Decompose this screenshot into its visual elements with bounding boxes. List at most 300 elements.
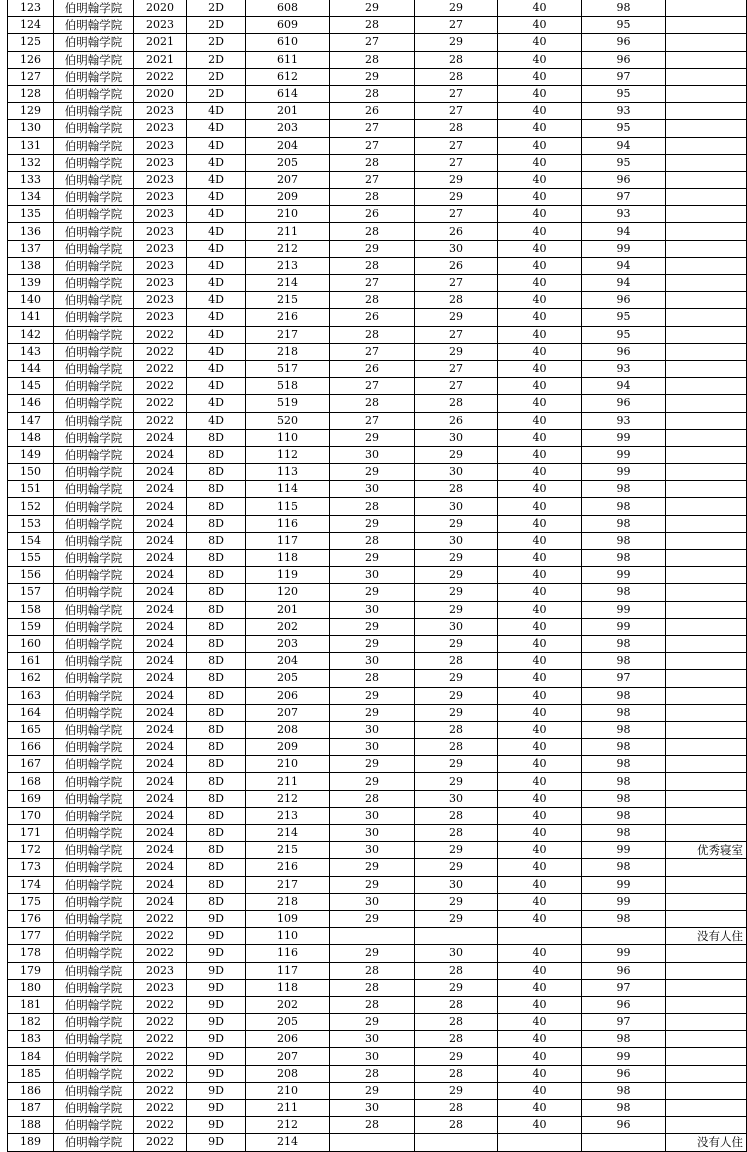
cell-score-c: 40 — [498, 481, 582, 498]
cell-total-score: 95 — [582, 85, 666, 102]
cell-row-number: 180 — [8, 979, 54, 996]
cell-score-b: 27 — [415, 17, 498, 34]
cell-total-score: 98 — [582, 790, 666, 807]
cell-score-c: 40 — [498, 275, 582, 292]
cell-total-score: 96 — [582, 292, 666, 309]
cell-score-c: 40 — [498, 876, 582, 893]
cell-room-number: 610 — [246, 34, 330, 51]
cell-building: 8D — [187, 532, 246, 549]
cell-row-number: 164 — [8, 704, 54, 721]
table-row — [8, 103, 747, 120]
cell-college-name: 伯明翰学院 — [54, 721, 134, 738]
cell-score-a: 27 — [330, 171, 415, 188]
cell-row-number: 187 — [8, 1100, 54, 1117]
cell-score-c: 40 — [498, 567, 582, 584]
table-row — [8, 996, 747, 1013]
cell-total-score: 96 — [582, 34, 666, 51]
cell-total-score: 98 — [582, 584, 666, 601]
cell-score-b: 28 — [415, 481, 498, 498]
table-row — [8, 653, 747, 670]
cell-college-name: 伯明翰学院 — [54, 395, 134, 412]
cell-score-c: 40 — [498, 1100, 582, 1117]
cell-cohort-year: 2024 — [134, 825, 187, 842]
cell-score-a: 29 — [330, 618, 415, 635]
cell-row-number: 176 — [8, 910, 54, 927]
cell-row-number: 163 — [8, 687, 54, 704]
table-row — [8, 773, 747, 790]
cell-remark — [666, 498, 747, 515]
cell-row-number: 166 — [8, 739, 54, 756]
cell-score-c: 40 — [498, 51, 582, 68]
cell-score-b: 29 — [415, 189, 498, 206]
cell-college-name: 伯明翰学院 — [54, 0, 134, 17]
cell-row-number: 124 — [8, 17, 54, 34]
cell-row-number: 188 — [8, 1117, 54, 1134]
cell-cohort-year: 2024 — [134, 687, 187, 704]
cell-room-number: 205 — [246, 670, 330, 687]
cell-room-number: 214 — [246, 1134, 330, 1151]
cell-cohort-year: 2024 — [134, 721, 187, 738]
cell-college-name: 伯明翰学院 — [54, 360, 134, 377]
cell-score-a: 28 — [330, 154, 415, 171]
cell-cohort-year: 2022 — [134, 1100, 187, 1117]
cell-room-number: 518 — [246, 378, 330, 395]
cell-total-score: 98 — [582, 498, 666, 515]
cell-room-number: 210 — [246, 1082, 330, 1099]
cell-score-a: 30 — [330, 739, 415, 756]
cell-score-a: 26 — [330, 360, 415, 377]
cell-building: 2D — [187, 51, 246, 68]
cell-room-number: 202 — [246, 996, 330, 1013]
cell-cohort-year: 2024 — [134, 618, 187, 635]
cell-college-name: 伯明翰学院 — [54, 601, 134, 618]
cell-college-name: 伯明翰学院 — [54, 670, 134, 687]
cell-score-a: 26 — [330, 206, 415, 223]
cell-building: 8D — [187, 446, 246, 463]
cell-remark — [666, 1048, 747, 1065]
cell-total-score: 94 — [582, 257, 666, 274]
cell-row-number: 139 — [8, 275, 54, 292]
cell-building: 9D — [187, 1117, 246, 1134]
table-row — [8, 206, 747, 223]
cell-cohort-year: 2023 — [134, 292, 187, 309]
cell-remark — [666, 601, 747, 618]
cell-row-number: 174 — [8, 876, 54, 893]
cell-row-number: 160 — [8, 635, 54, 652]
cell-college-name: 伯明翰学院 — [54, 825, 134, 842]
table-row — [8, 807, 747, 824]
cell-room-number: 216 — [246, 309, 330, 326]
cell-score-c: 40 — [498, 1031, 582, 1048]
cell-cohort-year: 2024 — [134, 653, 187, 670]
cell-total-score: 99 — [582, 464, 666, 481]
cell-score-b: 29 — [415, 1082, 498, 1099]
cell-total-score: 94 — [582, 275, 666, 292]
cell-building: 4D — [187, 240, 246, 257]
cell-remark — [666, 309, 747, 326]
cell-cohort-year: 2024 — [134, 446, 187, 463]
cell-total-score: 98 — [582, 704, 666, 721]
cell-score-a — [330, 928, 415, 945]
cell-score-c: 40 — [498, 1014, 582, 1031]
table-row — [8, 223, 747, 240]
cell-score-a: 29 — [330, 773, 415, 790]
cell-total-score: 93 — [582, 360, 666, 377]
cell-score-b: 28 — [415, 962, 498, 979]
cell-score-b: 27 — [415, 137, 498, 154]
cell-total-score — [582, 928, 666, 945]
cell-score-a: 28 — [330, 1065, 415, 1082]
cell-college-name: 伯明翰学院 — [54, 979, 134, 996]
cell-score-a: 28 — [330, 790, 415, 807]
cell-remark — [666, 275, 747, 292]
cell-score-c: 40 — [498, 773, 582, 790]
cell-college-name: 伯明翰学院 — [54, 618, 134, 635]
cell-score-a: 29 — [330, 464, 415, 481]
cell-room-number: 212 — [246, 790, 330, 807]
table-row — [8, 550, 747, 567]
table-row — [8, 704, 747, 721]
cell-row-number: 162 — [8, 670, 54, 687]
cell-remark — [666, 756, 747, 773]
cell-room-number: 520 — [246, 412, 330, 429]
cell-remark — [666, 670, 747, 687]
cell-cohort-year: 2022 — [134, 1134, 187, 1151]
cell-total-score: 99 — [582, 842, 666, 859]
cell-building: 8D — [187, 653, 246, 670]
cell-remark — [666, 68, 747, 85]
cell-remark — [666, 103, 747, 120]
cell-remark — [666, 979, 747, 996]
cell-total-score: 98 — [582, 1082, 666, 1099]
cell-room-number: 116 — [246, 945, 330, 962]
cell-building: 2D — [187, 17, 246, 34]
cell-total-score: 98 — [582, 635, 666, 652]
cell-room-number: 205 — [246, 1014, 330, 1031]
cell-room-number: 208 — [246, 1065, 330, 1082]
cell-remark — [666, 739, 747, 756]
cell-college-name: 伯明翰学院 — [54, 1031, 134, 1048]
cell-college-name: 伯明翰学院 — [54, 34, 134, 51]
cell-score-c: 40 — [498, 309, 582, 326]
cell-score-b: 30 — [415, 532, 498, 549]
cell-score-a: 28 — [330, 292, 415, 309]
cell-score-a: 29 — [330, 429, 415, 446]
cell-cohort-year: 2024 — [134, 532, 187, 549]
cell-remark — [666, 790, 747, 807]
cell-score-c: 40 — [498, 910, 582, 927]
cell-row-number: 183 — [8, 1031, 54, 1048]
table-row — [8, 189, 747, 206]
cell-room-number: 208 — [246, 721, 330, 738]
cell-room-number: 612 — [246, 68, 330, 85]
cell-score-c: 40 — [498, 240, 582, 257]
cell-remark — [666, 567, 747, 584]
cell-row-number: 185 — [8, 1065, 54, 1082]
cell-score-b — [415, 1134, 498, 1151]
cell-row-number: 179 — [8, 962, 54, 979]
cell-college-name: 伯明翰学院 — [54, 1014, 134, 1031]
cell-room-number: 114 — [246, 481, 330, 498]
cell-college-name: 伯明翰学院 — [54, 567, 134, 584]
cell-room-number: 214 — [246, 275, 330, 292]
cell-room-number: 201 — [246, 601, 330, 618]
cell-score-c: 40 — [498, 326, 582, 343]
cell-building: 8D — [187, 790, 246, 807]
cell-score-c: 40 — [498, 653, 582, 670]
cell-cohort-year: 2023 — [134, 189, 187, 206]
cell-score-a: 30 — [330, 1048, 415, 1065]
cell-remark — [666, 0, 747, 17]
cell-total-score: 93 — [582, 103, 666, 120]
cell-cohort-year: 2024 — [134, 704, 187, 721]
cell-building: 4D — [187, 171, 246, 188]
cell-cohort-year: 2023 — [134, 275, 187, 292]
cell-building: 4D — [187, 154, 246, 171]
cell-college-name: 伯明翰学院 — [54, 189, 134, 206]
table-row — [8, 893, 747, 910]
cell-building: 4D — [187, 120, 246, 137]
cell-remark — [666, 51, 747, 68]
cell-building: 8D — [187, 584, 246, 601]
cell-room-number: 218 — [246, 893, 330, 910]
table-row — [8, 326, 747, 343]
cell-room-number: 201 — [246, 103, 330, 120]
cell-score-a: 28 — [330, 85, 415, 102]
cell-building: 4D — [187, 206, 246, 223]
cell-row-number: 134 — [8, 189, 54, 206]
cell-score-b: 28 — [415, 395, 498, 412]
cell-college-name: 伯明翰学院 — [54, 739, 134, 756]
cell-remark — [666, 85, 747, 102]
cell-score-a: 29 — [330, 550, 415, 567]
cell-score-b: 28 — [415, 721, 498, 738]
cell-room-number: 212 — [246, 240, 330, 257]
table-row — [8, 618, 747, 635]
cell-cohort-year: 2024 — [134, 635, 187, 652]
cell-building: 8D — [187, 550, 246, 567]
table-row — [8, 721, 747, 738]
table-row — [8, 275, 747, 292]
cell-room-number: 216 — [246, 859, 330, 876]
cell-score-b: 29 — [415, 842, 498, 859]
cell-remark — [666, 464, 747, 481]
cell-cohort-year: 2022 — [134, 910, 187, 927]
cell-row-number: 159 — [8, 618, 54, 635]
table-row — [8, 481, 747, 498]
cell-score-b: 30 — [415, 240, 498, 257]
cell-score-b: 28 — [415, 807, 498, 824]
cell-building: 8D — [187, 704, 246, 721]
cell-building: 9D — [187, 962, 246, 979]
cell-cohort-year: 2022 — [134, 68, 187, 85]
cell-room-number: 611 — [246, 51, 330, 68]
cell-building: 9D — [187, 1014, 246, 1031]
cell-row-number: 161 — [8, 653, 54, 670]
cell-score-b: 28 — [415, 51, 498, 68]
cell-row-number: 157 — [8, 584, 54, 601]
cell-college-name: 伯明翰学院 — [54, 464, 134, 481]
cell-cohort-year: 2024 — [134, 464, 187, 481]
cell-building: 4D — [187, 223, 246, 240]
cell-score-b: 28 — [415, 68, 498, 85]
cell-score-b: 27 — [415, 326, 498, 343]
cell-building: 2D — [187, 0, 246, 17]
table-row — [8, 292, 747, 309]
cell-college-name: 伯明翰学院 — [54, 1134, 134, 1151]
cell-score-b: 29 — [415, 910, 498, 927]
table-row — [8, 378, 747, 395]
cell-room-number: 217 — [246, 326, 330, 343]
cell-score-b: 29 — [415, 670, 498, 687]
cell-college-name: 伯明翰学院 — [54, 635, 134, 652]
cell-cohort-year: 2023 — [134, 171, 187, 188]
cell-score-a: 28 — [330, 51, 415, 68]
cell-row-number: 178 — [8, 945, 54, 962]
table-row — [8, 309, 747, 326]
cell-score-b: 30 — [415, 498, 498, 515]
cell-building: 2D — [187, 68, 246, 85]
cell-cohort-year: 2022 — [134, 996, 187, 1013]
cell-score-a: 28 — [330, 979, 415, 996]
cell-room-number: 519 — [246, 395, 330, 412]
table-row — [8, 17, 747, 34]
cell-score-a: 29 — [330, 876, 415, 893]
cell-score-a: 30 — [330, 893, 415, 910]
cell-score-b: 29 — [415, 859, 498, 876]
cell-score-a: 27 — [330, 343, 415, 360]
cell-score-a: 26 — [330, 103, 415, 120]
cell-building: 8D — [187, 807, 246, 824]
cell-score-a: 29 — [330, 635, 415, 652]
cell-score-c: 40 — [498, 893, 582, 910]
cell-building: 9D — [187, 1031, 246, 1048]
cell-total-score: 97 — [582, 68, 666, 85]
cell-building: 9D — [187, 979, 246, 996]
cell-cohort-year: 2023 — [134, 979, 187, 996]
table-row — [8, 687, 747, 704]
table-row — [8, 635, 747, 652]
cell-score-a: 29 — [330, 240, 415, 257]
cell-cohort-year: 2023 — [134, 962, 187, 979]
cell-score-c: 40 — [498, 257, 582, 274]
cell-remark — [666, 1031, 747, 1048]
cell-college-name: 伯明翰学院 — [54, 120, 134, 137]
cell-score-c: 40 — [498, 670, 582, 687]
cell-building: 9D — [187, 910, 246, 927]
cell-score-b: 29 — [415, 567, 498, 584]
cell-remark: 没有人住 — [666, 1134, 747, 1151]
table-row — [8, 910, 747, 927]
cell-row-number: 171 — [8, 825, 54, 842]
cell-total-score: 98 — [582, 825, 666, 842]
cell-row-number: 186 — [8, 1082, 54, 1099]
cell-score-c: 40 — [498, 412, 582, 429]
cell-room-number: 118 — [246, 550, 330, 567]
cell-remark — [666, 704, 747, 721]
cell-cohort-year: 2022 — [134, 1014, 187, 1031]
cell-college-name: 伯明翰学院 — [54, 257, 134, 274]
table-row — [8, 979, 747, 996]
cell-score-c: 40 — [498, 17, 582, 34]
table-row — [8, 859, 747, 876]
cell-score-b: 29 — [415, 515, 498, 532]
cell-college-name: 伯明翰学院 — [54, 137, 134, 154]
cell-score-c: 40 — [498, 1065, 582, 1082]
cell-score-a: 29 — [330, 68, 415, 85]
cell-building: 4D — [187, 275, 246, 292]
table-row — [8, 790, 747, 807]
cell-building: 2D — [187, 34, 246, 51]
cell-score-c: 40 — [498, 807, 582, 824]
cell-remark — [666, 910, 747, 927]
cell-total-score: 99 — [582, 893, 666, 910]
cell-room-number: 210 — [246, 756, 330, 773]
table-row — [8, 739, 747, 756]
cell-score-b: 29 — [415, 446, 498, 463]
cell-cohort-year: 2024 — [134, 481, 187, 498]
cell-score-a: 28 — [330, 223, 415, 240]
cell-score-c: 40 — [498, 85, 582, 102]
cell-score-c: 40 — [498, 292, 582, 309]
cell-row-number: 142 — [8, 326, 54, 343]
cell-score-a: 30 — [330, 721, 415, 738]
cell-remark — [666, 1014, 747, 1031]
cell-row-number: 148 — [8, 429, 54, 446]
cell-row-number: 144 — [8, 360, 54, 377]
cell-cohort-year: 2024 — [134, 601, 187, 618]
cell-row-number: 173 — [8, 859, 54, 876]
cell-score-b: 30 — [415, 429, 498, 446]
cell-cohort-year: 2022 — [134, 326, 187, 343]
cell-score-c: 40 — [498, 120, 582, 137]
cell-score-b: 28 — [415, 120, 498, 137]
cell-building: 8D — [187, 429, 246, 446]
cell-total-score: 96 — [582, 343, 666, 360]
cell-college-name: 伯明翰学院 — [54, 309, 134, 326]
cell-room-number: 608 — [246, 0, 330, 17]
cell-cohort-year: 2024 — [134, 842, 187, 859]
cell-score-c: 40 — [498, 704, 582, 721]
cell-total-score: 99 — [582, 446, 666, 463]
cell-cohort-year: 2024 — [134, 893, 187, 910]
cell-total-score: 98 — [582, 859, 666, 876]
cell-college-name: 伯明翰学院 — [54, 240, 134, 257]
cell-remark — [666, 515, 747, 532]
cell-cohort-year: 2023 — [134, 120, 187, 137]
cell-college-name: 伯明翰学院 — [54, 1117, 134, 1134]
cell-remark — [666, 429, 747, 446]
cell-score-b: 27 — [415, 378, 498, 395]
cell-college-name: 伯明翰学院 — [54, 910, 134, 927]
cell-total-score: 94 — [582, 378, 666, 395]
table-row — [8, 756, 747, 773]
cell-remark — [666, 1117, 747, 1134]
cell-score-a: 27 — [330, 275, 415, 292]
cell-score-c: 40 — [498, 635, 582, 652]
cell-cohort-year: 2024 — [134, 550, 187, 567]
cell-college-name: 伯明翰学院 — [54, 1065, 134, 1082]
cell-score-c: 40 — [498, 1082, 582, 1099]
cell-total-score: 93 — [582, 206, 666, 223]
cell-room-number: 205 — [246, 154, 330, 171]
cell-building: 4D — [187, 395, 246, 412]
cell-score-a: 30 — [330, 446, 415, 463]
cell-room-number: 211 — [246, 773, 330, 790]
cell-cohort-year: 2024 — [134, 584, 187, 601]
cell-remark — [666, 137, 747, 154]
cell-row-number: 181 — [8, 996, 54, 1013]
